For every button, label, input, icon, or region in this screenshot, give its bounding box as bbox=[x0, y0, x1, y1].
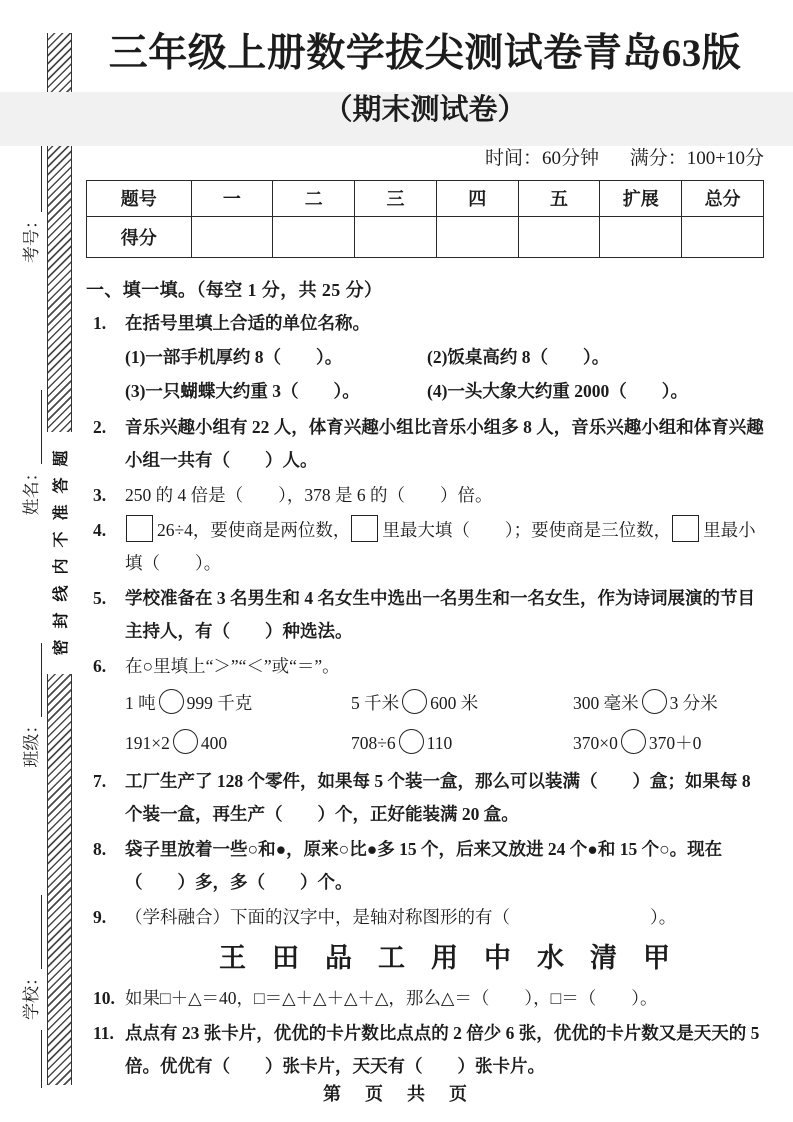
compare-circle bbox=[402, 689, 427, 714]
question-9 bbox=[86, 901, 764, 980]
score-cell bbox=[518, 216, 600, 257]
score-cell bbox=[436, 216, 518, 257]
question-number: 10. bbox=[93, 987, 115, 1008]
compare-circle bbox=[159, 689, 184, 714]
exam-number-label: 考号： bbox=[22, 212, 41, 264]
question-text: 下面的汉字中，是轴对称图形的有（ ）。 bbox=[230, 906, 677, 927]
comparison-grid bbox=[125, 683, 764, 763]
question-text: 250 的 4 倍是（ ），378 是 6 的（ ）倍。 bbox=[125, 484, 493, 505]
class-label: 班级： bbox=[22, 716, 41, 768]
score-cell bbox=[682, 216, 764, 257]
score-table-col: 三 bbox=[355, 180, 437, 216]
score-table-header-row bbox=[87, 180, 764, 216]
question-text: 如果□＋△＝40，□＝△＋△＋△＋△，那么△＝（ ），□＝（ ）。 bbox=[125, 987, 658, 1008]
score-table-col: 扩展 bbox=[600, 180, 682, 216]
paper-meta bbox=[86, 146, 764, 172]
question-8 bbox=[86, 833, 764, 899]
score-cell bbox=[355, 216, 437, 257]
question-number: 6. bbox=[93, 655, 107, 676]
question-6 bbox=[86, 650, 764, 763]
school-field bbox=[17, 895, 42, 1088]
question-text: 里最大填（ ）；要使商是三位数， bbox=[382, 519, 672, 540]
question-text: 工厂生产了 128 个零件，如果每 5 个装一盒，那么可以装满（ ）盒；如果每 8 个装一盒，再生产（ ）个，正好能装满 20 盒。 bbox=[125, 770, 751, 824]
exam-number-field bbox=[17, 138, 42, 263]
comparison-item: 5 千米 600 米 bbox=[351, 683, 573, 723]
seal-line-text: 密封线内不准答题 bbox=[46, 432, 73, 674]
score-table-score-row bbox=[87, 216, 764, 257]
question-1 bbox=[86, 307, 764, 409]
score-table-col: 题号 bbox=[87, 180, 192, 216]
score-table-col: 一 bbox=[191, 180, 273, 216]
score-table-col: 总分 bbox=[682, 180, 764, 216]
score-table-col: 五 bbox=[518, 180, 600, 216]
school-label: 学校： bbox=[22, 969, 41, 1020]
question-text: 在○里填上“＞”“＜”或“＝”。 bbox=[125, 655, 340, 676]
question-number: 11. bbox=[93, 1022, 114, 1043]
compare-circle bbox=[399, 729, 424, 754]
name-field bbox=[17, 390, 42, 515]
blank-box bbox=[351, 515, 378, 542]
question-3 bbox=[86, 479, 764, 512]
paper-content bbox=[86, 26, 764, 1083]
question-text: 点点有 23 张卡片，优优的卡片数比点点的 2 倍少 6 张，优优的卡片数又是天天的 5 倍。优优有（ ）张卡片，天天有（ ）张卡片。 bbox=[125, 1022, 760, 1076]
score-cell bbox=[191, 216, 273, 257]
comparison-item: 708÷6 110 bbox=[351, 723, 573, 763]
question-5 bbox=[86, 582, 764, 648]
question-number: 8. bbox=[93, 838, 107, 859]
question-number: 2. bbox=[93, 416, 107, 437]
score-cell bbox=[273, 216, 355, 257]
full-score: 满分：100+10分 bbox=[629, 147, 764, 169]
question-7 bbox=[86, 765, 764, 831]
question-text: 袋子里放着一些○和●，原来○比●多 15 个，后来又放进 24 个●和 15 个○。现在（ ）多，多（ ）个。 bbox=[125, 838, 723, 892]
paper-title: 三年级上册数学拔尖测试卷青岛63版 bbox=[108, 32, 742, 75]
write-in-line bbox=[23, 643, 42, 717]
write-in-line bbox=[23, 390, 42, 464]
subitem: (1)一部手机厚约 8（ ）。 bbox=[125, 346, 343, 367]
question-tag: （学科融合） bbox=[125, 906, 230, 927]
section-1-heading: 一、填一填。（每空 1 分，共 25 分） bbox=[86, 279, 383, 300]
question-number: 3. bbox=[93, 484, 107, 505]
paper-subtitle: （期末测试卷） bbox=[323, 93, 527, 126]
comparison-item: 300 毫米 3 分米 bbox=[573, 683, 764, 723]
comparison-item: 191×2 400 bbox=[125, 723, 351, 763]
student-info-fields bbox=[14, 138, 42, 1088]
name-label: 姓名： bbox=[22, 464, 41, 516]
question-4 bbox=[86, 514, 764, 580]
question-number: 5. bbox=[93, 587, 107, 608]
question-11 bbox=[86, 1017, 764, 1083]
question-text: 26÷4，要使商是两位数， bbox=[157, 519, 351, 540]
score-row-label: 得分 bbox=[87, 216, 192, 257]
question-text: 学校准备在 3 名男生和 4 名女生中选出一名男生和一名女生，作为诗词展演的节目主持人，有（ ）种选法。 bbox=[125, 587, 755, 641]
question-2 bbox=[86, 411, 764, 477]
question-number: 4. bbox=[93, 519, 107, 540]
subitem: (3)一只蝴蝶大约重 3（ ）。 bbox=[125, 381, 360, 402]
blank-box bbox=[672, 515, 699, 542]
subitem: (4)一头大象大约重 2000（ ）。 bbox=[427, 381, 689, 402]
question-number: 7. bbox=[93, 770, 107, 791]
hanzi-options-row: 王田品工用中水清甲 bbox=[219, 942, 696, 973]
score-table-col: 二 bbox=[273, 180, 355, 216]
question-number: 1. bbox=[93, 312, 107, 333]
question-text: 音乐兴趣小组有 22 人，体育兴趣小组比音乐小组多 8 人，音乐兴趣小组和体育兴趣小组一共有（ ）人。 bbox=[125, 416, 764, 470]
time-limit: 时间：60分钟 bbox=[485, 147, 600, 169]
score-table bbox=[86, 180, 764, 258]
compare-circle bbox=[642, 689, 667, 714]
compare-circle bbox=[173, 729, 198, 754]
question-text: 里最小填（ ）。 bbox=[125, 519, 756, 573]
score-table-col: 四 bbox=[436, 180, 518, 216]
page-footer: 第 页 共 页 bbox=[323, 1084, 470, 1104]
comparison-item: 370×0 370＋0 bbox=[573, 723, 764, 763]
question-number: 9. bbox=[93, 906, 107, 927]
write-in-line bbox=[23, 138, 42, 212]
question-10 bbox=[86, 982, 764, 1015]
question-text: 在括号里填上合适的单位名称。 bbox=[125, 312, 370, 333]
class-field bbox=[17, 643, 42, 768]
comparison-item: 1 吨 999 千克 bbox=[125, 683, 351, 723]
blank-box bbox=[126, 515, 153, 542]
subitem: (2)饭桌高约 8（ ）。 bbox=[427, 346, 610, 367]
write-in-line bbox=[23, 895, 42, 969]
question-1-subitems bbox=[125, 340, 764, 409]
compare-circle bbox=[621, 729, 646, 754]
score-cell bbox=[600, 216, 682, 257]
